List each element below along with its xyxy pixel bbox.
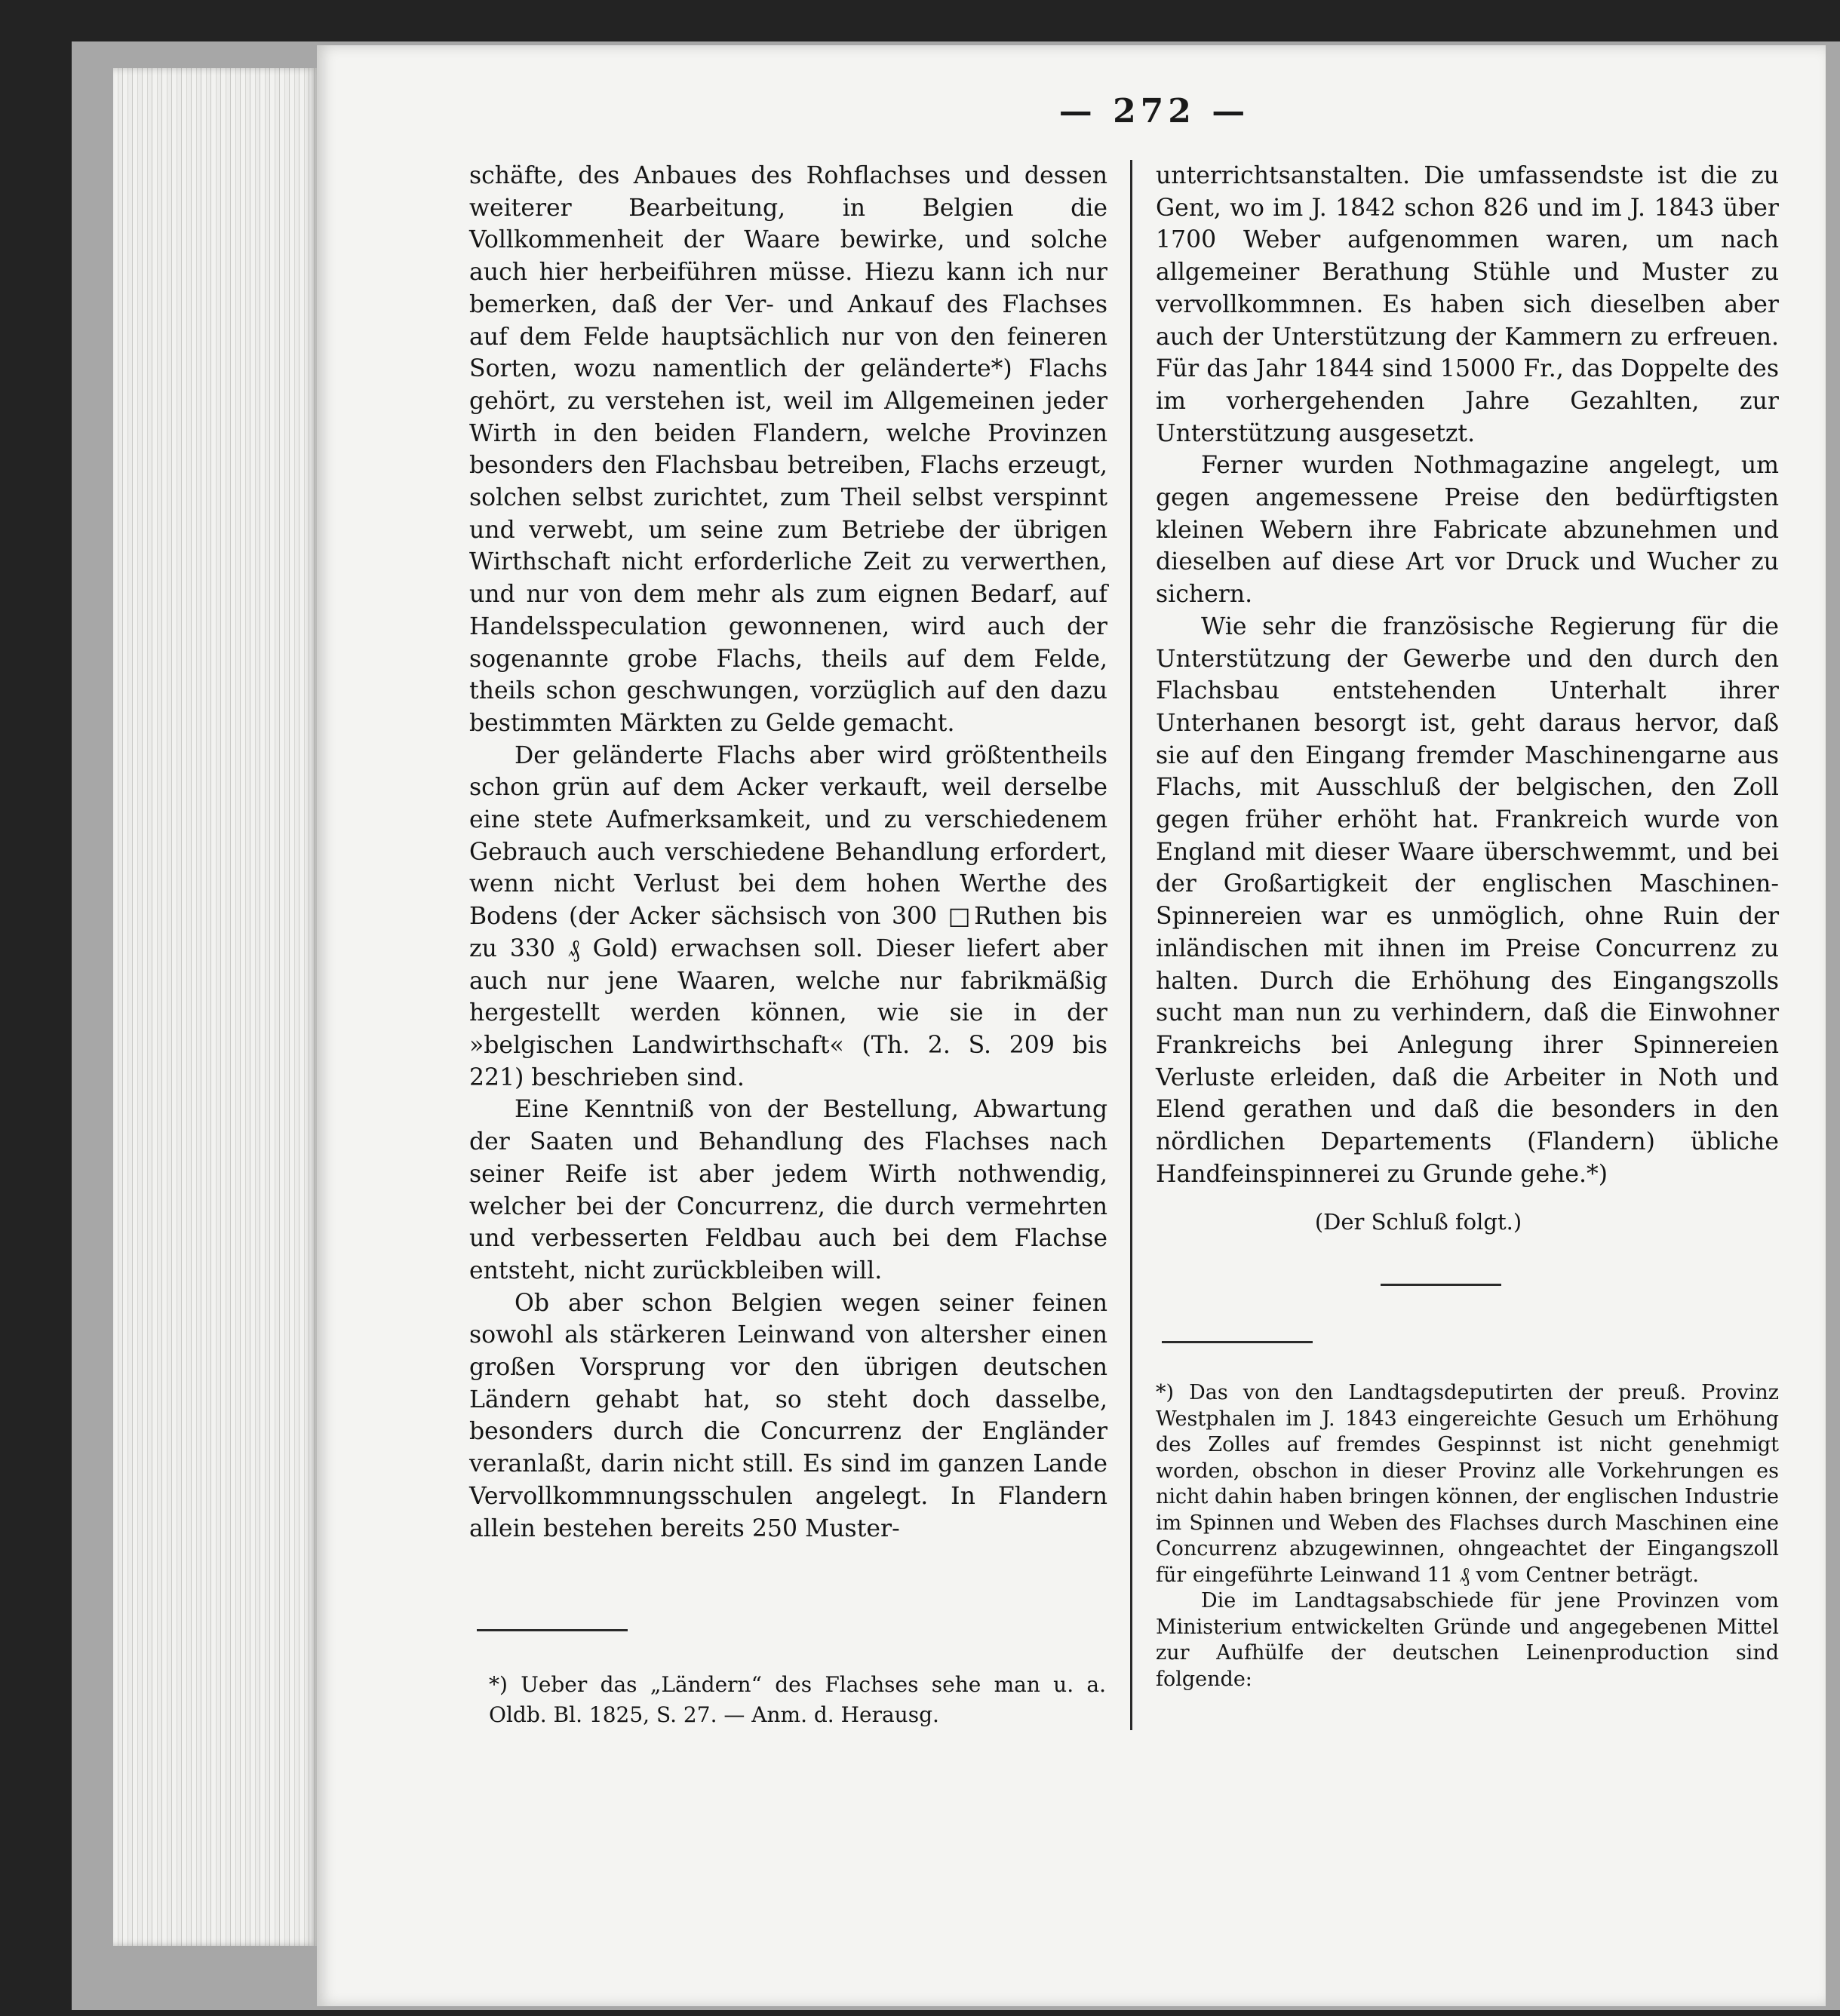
left-column	[469, 160, 1107, 1545]
left-paragraph-2: Der geländerte Flachs aber wird größtentheils schon grün auf dem Acker verkauft, weil derselbe eine stete Aufmerksamkeit, und zu verschiedenem Gebrauch auch verschiedene Behandlung erfordert, wenn nicht Verlust bei dem hohen Werthe des Bodens (der Acker sächsisch von 300 □Ruthen bis zu 330 ₰ Gold) erwachsen soll. Dieser liefert aber auch nur jene Waaren, welche nur fabrikmäßig hergestellt werden können, wie sie in der »belgischen Landwirthschaft« (Th. 2. S. 209 bis 221) beschrieben sind.	[469, 741, 1107, 1091]
right-footnote-2: Die im Landtagsabschiede für jene Provinzen vom Ministerium entwickelten Gründe und angegebenen Mittel zur Aufhülfe der deutschen Leinenproduction sind folgende:	[1156, 1589, 1779, 1691]
section-rule	[1381, 1284, 1501, 1286]
right-footnote-1: *) Das von den Landtagsdeputirten der preuß. Provinz Westphalen im J. 1843 eingereichte Gesuch um Erhöhung des Zolles auf fremdes Gespinnst ist nicht genehmigt worden, obschon in dieser Provinz alle Vorkehrungen es nicht dahin haben bringen können, der englischen Industrie im Spinnen und Weben des Flachses durch Maschinen eine Concurrenz abzugewinnen, ohngeachtet der Eingangszoll für eingeführte Leinwand 11 ₰ vom Centner beträgt.	[1156, 1381, 1779, 1587]
right-paragraph-3: Wie sehr die französische Regierung für die Unterstützung der Gewerbe und den durch den Flachsbau entstehenden Unterhalt ihrer Unterhanen besorgt ist, geht daraus hervor, daß sie auf den Eingang fremder Maschinengarne aus Flachs, mit Ausschluß der belgischen, den Zoll gegen früher erhöht hat. Frankreich wurde von England mit dieser Waare überschwemmt, und bei der Großartigkeit der englischen Maschinen-Spinnereien war es unmöglich, ohne Ruin der inländischen mit ihnen im Preise Concurrenz zu halten. Durch die Erhöhung des Eingangszolls sucht man nun zu verhindern, daß die Einwohner Frankreichs bei Anlegung ihrer Spinnereien Verluste erleiden, daß die Arbeiter in Noth und Elend gerathen und daß die besonders in den nördlichen Departements (Flandern) übliche Handfeinspinnerei zu Grunde gehe.*)	[1156, 612, 1779, 1188]
page-edges	[113, 68, 317, 1946]
left-footnote-rule	[477, 1629, 628, 1631]
column-divider	[1130, 160, 1132, 1730]
left-footnote	[489, 1670, 1106, 1730]
closing-note: (Der Schluß folgt.)	[1314, 1209, 1522, 1235]
left-paragraph-4: Ob aber schon Belgien wegen seiner feinen sowohl als stärkeren Leinwand von altersher einen großen Vorsprung vor den übrigen deutschen Ländern gehabt hat, so steht doch dasselbe, besonders durch die Concurrenz der Engländer veranlaßt, darin nicht still. Es sind im ganzen Lande Vervollkommnungsschulen angelegt. In Flandern allein bestehen bereits 250 Muster-	[469, 1289, 1107, 1542]
right-paragraph-1: unterrichtsanstalten. Die umfassendste ist die zu Gent, wo im J. 1842 schon 826 und im J. 1843 über 1700 Weber aufgenommen waren, um nach allgemeiner Berathung Stühle und Muster zu vervollkommnen. Es haben sich dieselben aber auch der Unterstützung der Kammern zu erfreuen. Für das Jahr 1844 sind 15000 Fr., das Doppelte des im vorhergehenden Jahre Gezahlten, zur Unterstützung ausgesetzt.	[1156, 162, 1779, 447]
left-footnote-text: *) Ueber das „Ländern“ des Flachses sehe man u. a. Oldb. Bl. 1825, S. 27. — Anm. d. Herausg.	[489, 1672, 1106, 1727]
right-column	[1156, 160, 1779, 1191]
left-paragraph-1: schäfte, des Anbaues des Rohflachses und dessen weiterer Bearbeitung, in Belgien die Vollkommenheit der Waare bewirke, und solche auch hier herbeiführen müsse. Hiezu kann ich nur bemerken, daß der Ver- und Ankauf des Flachses auf dem Felde hauptsächlich nur von den feineren Sorten, wozu namentlich der geländerte*) Flachs gehört, zu verstehen ist, weil im Allgemeinen jeder Wirth in den beiden Flandern, welche Provinzen besonders den Flachsbau betreiben, Flachs erzeugt, solchen selbst zurichtet, zum Theil selbst verspinnt und verwebt, um seine zum Betriebe der übrigen Wirthschaft nicht erforderliche Zeit zu verwerthen, und nur von dem mehr als zum eignen Bedarf, auf Handelsspeculation gewonnenen, wird auch der sogenannte grobe Flachs, theils auf dem Felde, theils schon geschwungen, vorzüglich auf den dazu bestimmten Märkten zu Gelde gemacht.	[469, 162, 1107, 737]
right-footnotes	[1156, 1380, 1779, 1692]
page-number: — 272 —	[1058, 92, 1250, 130]
right-paragraph-2: Ferner wurden Nothmagazine angelegt, um gegen angemessene Preise den bedürftigsten kleinen Webern ihre Fabricate abzunehmen und dieselben auf diese Art vor Druck und Wucher zu sichern.	[1156, 452, 1779, 609]
right-footnote-rule	[1162, 1341, 1313, 1343]
left-paragraph-3: Eine Kenntniß von der Bestellung, Abwartung der Saaten und Behandlung des Flachses nach seiner Reife ist aber jedem Wirth nothwendig, welcher bei der Concurrenz, die durch vermehrten und verbesserten Feldbau auch bei dem Flachse entsteht, nicht zurückbleiben will.	[469, 1096, 1107, 1284]
